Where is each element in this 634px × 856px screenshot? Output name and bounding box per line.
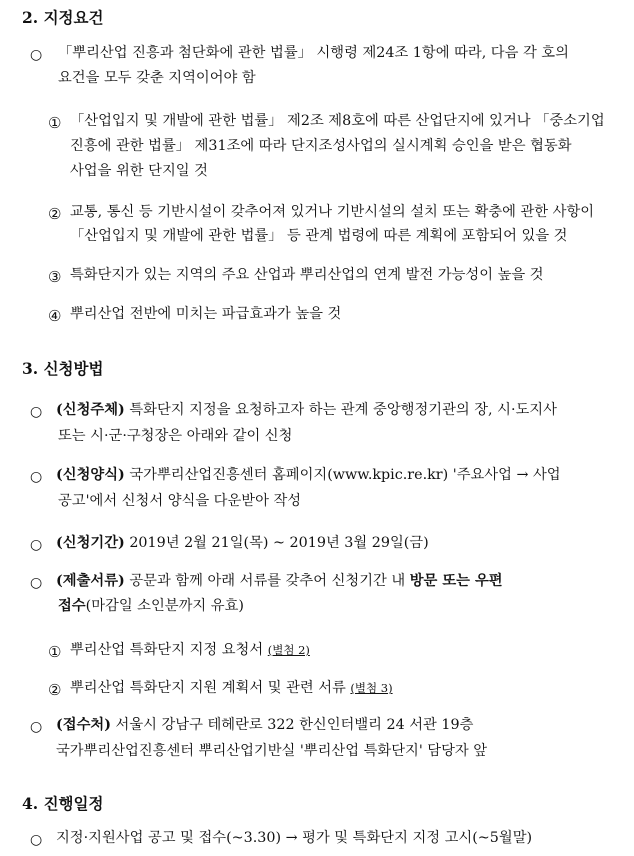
bullet-icon: ○ (30, 537, 43, 553)
s2-item1-line1: 「산업입지 및 개발에 관한 법률」 제2조 제8호에 따른 산업단지에 있거나 「중소기업 (70, 113, 605, 129)
s4-schedule-line: 지정·지원사업 공고 및 접수(~3.30) → 평가 및 특화단지 지정 고시(~5월말) (56, 830, 533, 846)
section-2-heading: 2. 지정요건 (22, 8, 104, 27)
s3-doc-item1 (70, 643, 310, 657)
s3-recv-line2: 국가뿌리산업진흥센터 뿌리산업기반실 '뿌리산업 특화단지' 담당자 앞 (56, 743, 488, 759)
s2-item4-line1: 뿌리산업 전반에 미치는 파급효과가 높을 것 (70, 306, 342, 322)
s3-subject-line1 (56, 403, 557, 417)
s3-period-line (56, 536, 429, 550)
s3-docs-line2 (58, 599, 244, 613)
bullet-icon: ○ (30, 719, 43, 735)
subject-label: (신청주체) (56, 402, 125, 418)
doc-item-text: 뿌리산업 특화단지 지정 요청서 (70, 642, 264, 658)
docs-bold-receive: 접수 (58, 598, 86, 614)
s2-intro-line2: 요건을 모두 갖춘 지역이어야 함 (58, 70, 256, 86)
s2-item2-line2: 「산업입지 및 개발에 관한 법률」 등 관계 법령에 따른 계획에 포함되어 있을 것 (70, 228, 568, 244)
s3-doc-item2 (70, 681, 393, 695)
attachment-ref: (별첨 2) (267, 643, 310, 657)
s2-intro-line1: 「뿌리산업 진흥과 첨단화에 관한 법률」 시행령 제24조 1항에 따라, 다음 각 호의 (58, 45, 569, 61)
s2-item1-line3: 사업을 위한 단지일 것 (70, 163, 208, 179)
form-label: (신청양식) (56, 467, 125, 483)
subject-text: 특화단지 지정을 요청하고자 하는 관계 중앙행정기관의 장, 시·도지사 (129, 402, 557, 418)
form-text: 국가뿌리산업진흥센터 홈페이지(www.kpic.re.kr) '주요사업 → 사업 (129, 467, 561, 483)
docs-bold-method: 방문 또는 우편 (409, 573, 503, 589)
s2-item2-line1: 교통, 통신 등 기반시설이 갖추어져 있거나 기반시설의 설치 또는 확충에 관한 사항이 (70, 204, 595, 220)
s2-item3-line1: 특화단지가 있는 지역의 주요 산업과 뿌리산업의 연계 발전 가능성이 높을 것 (70, 267, 544, 283)
recv-address: 서울시 강남구 테헤란로 322 한신인터밸리 24 서관 19층 (115, 717, 474, 733)
bullet-icon: ○ (30, 469, 43, 485)
docs-text: 공문과 함께 아래 서류를 갖추어 신청기간 내 (129, 573, 406, 589)
s3-form-line2: 공고'에서 신청서 양식을 다운받아 작성 (58, 493, 302, 509)
item-number: ② (48, 205, 62, 223)
s3-subject-line2: 또는 시·군·구청장은 아래와 같이 신청 (58, 428, 293, 444)
doc-item-text: 뿌리산업 특화단지 지원 계획서 및 관련 서류 (70, 680, 346, 696)
bullet-icon: ○ (30, 575, 43, 591)
bullet-icon: ○ (30, 47, 43, 63)
docs-deadline-note: (마감일 소인분까지 유효) (85, 598, 244, 614)
item-number: ① (48, 643, 62, 661)
period-label: (신청기간) (56, 535, 125, 551)
attachment-ref: (별첨 3) (350, 681, 393, 695)
item-number: ② (48, 681, 62, 699)
section-4-heading: 4. 진행일정 (22, 794, 104, 813)
docs-label: (제출서류) (56, 573, 125, 589)
item-number: ④ (48, 307, 62, 325)
recv-label: (접수처) (56, 717, 111, 733)
bullet-icon: ○ (30, 832, 43, 848)
s2-item1-line2: 진흥에 관한 법률」 제31조에 따라 단지조성사업의 실시계획 승인을 받은 협동화 (70, 138, 572, 154)
s3-docs-line1 (56, 574, 503, 588)
period-text: 2019년 2월 21일(목) ~ 2019년 3월 29일(금) (129, 535, 429, 551)
section-3-heading: 3. 신청방법 (22, 359, 104, 378)
item-number: ① (48, 114, 62, 132)
item-number: ③ (48, 268, 62, 286)
bullet-icon: ○ (30, 404, 43, 420)
s3-recv-line1 (56, 718, 473, 732)
s3-form-line1 (56, 468, 561, 482)
